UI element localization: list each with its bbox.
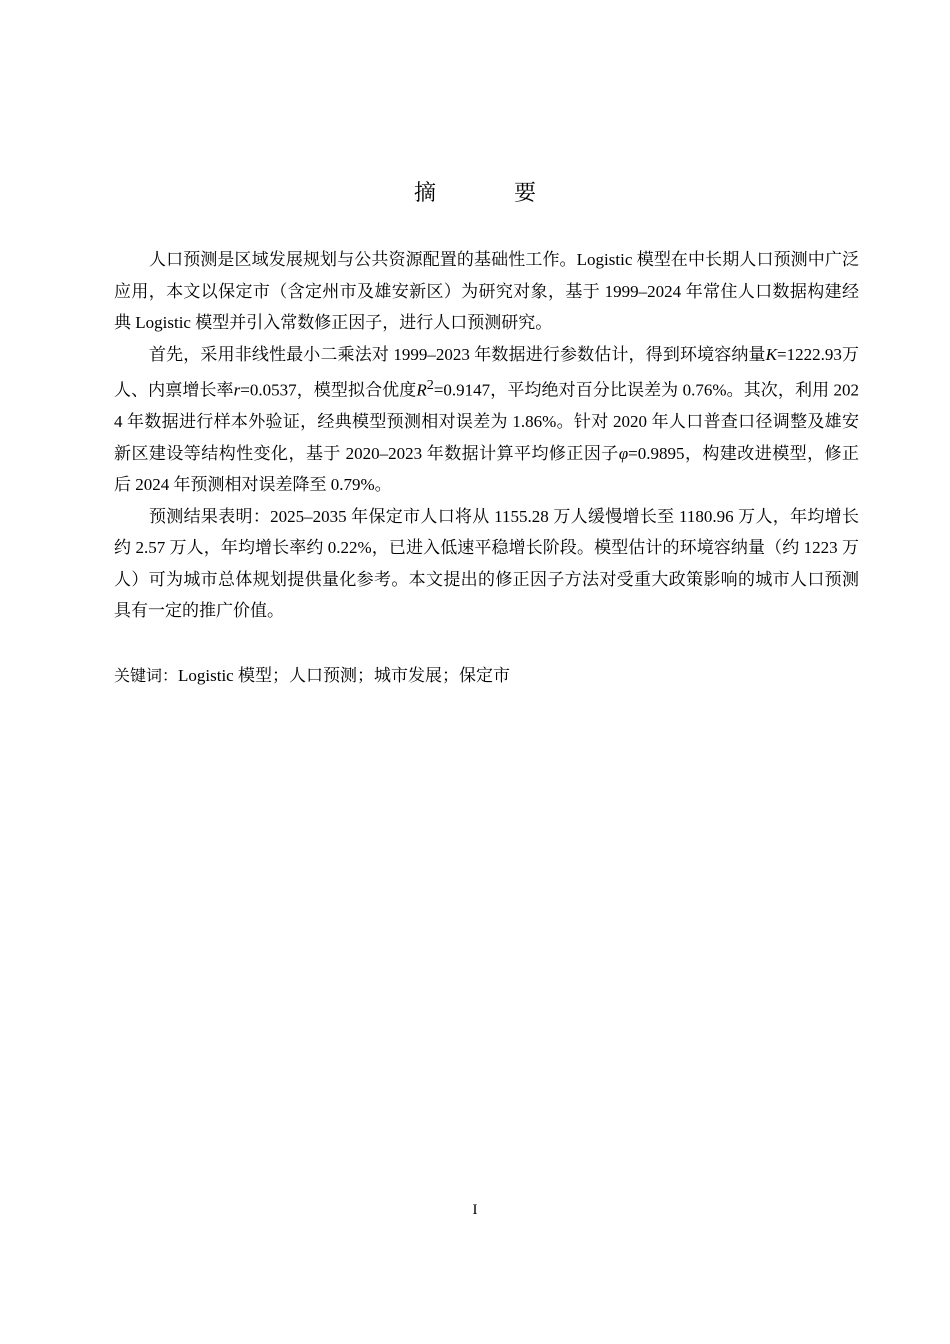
paragraph-2-text-a: 首先，采用非线性最小二乘法对 1999–2023 年数据进行参数估计，得到环境容纳量	[149, 344, 766, 364]
carrying-capacity-value: =1222.93	[777, 344, 842, 364]
abstract-paragraph-1: 人口预测是区域发展规划与公共资源配置的基础性工作。Logistic 模型在中长期人口预测中广泛应用，本文以保定市（含定州市及雄安新区）为研究对象，基于 1999–2024 年常住人口数据构建经典 Logistic 模型并引入常数修正因子，进行人口预测研究。	[114, 250, 859, 332]
keywords-text: Logistic 模型；人口预测；城市发展；保定市	[178, 666, 510, 685]
page-number: I	[472, 1202, 478, 1218]
page-title: 摘 要	[413, 181, 564, 206]
abstract-body	[114, 244, 859, 627]
abstract-paragraph-2	[114, 339, 859, 501]
growth-rate-symbol: r	[233, 380, 241, 400]
paragraph-2-text-b: 万人、内禀增长率	[114, 344, 860, 400]
carrying-capacity-symbol: K	[765, 344, 778, 364]
correction-factor-symbol: φ	[618, 443, 629, 463]
r-squared-value: =0.9147	[433, 380, 491, 400]
paragraph-2-text-c: ，模型拟合优度	[296, 380, 417, 400]
paragraph-2-text-d: ，平均绝对百分比误差为 0.76%。其次，利用 2024 年数据进行样本外验证，经典模型预测相对误差为 1.86%。针对 2020 年人口普查口径调整及雄安新区建设等结构性变化，基于 2020–2023 年数据计算平均修正因子	[114, 380, 860, 463]
growth-rate-value: =0.0537	[240, 380, 297, 400]
correction-factor-value: =0.9895	[628, 443, 685, 463]
keywords-label: 关键词：	[114, 666, 179, 685]
r-squared-symbol: R	[416, 380, 427, 400]
r-squared-superscript: 2	[426, 377, 434, 393]
abstract-paragraph-3: 预测结果表明：2025–2035 年保定市人口将从 1155.28 万人缓慢增长至 1180.96 万人，年均增长约 2.57 万人，年均增长率约 0.22%，已进入低速平稳增长阶段。模型估计的环境容纳量（约 1223 万人）可为城市总体规划提供量化参考。本文提出的修正因子方法对受重大政策影响的城市人口预测具有一定的推广价值。	[114, 506, 859, 621]
keywords-line	[114, 660, 859, 691]
paragraph-2-text-e: ，构建改进模型，修正后 2024 年预测相对误差降至 0.79%。	[114, 443, 860, 495]
